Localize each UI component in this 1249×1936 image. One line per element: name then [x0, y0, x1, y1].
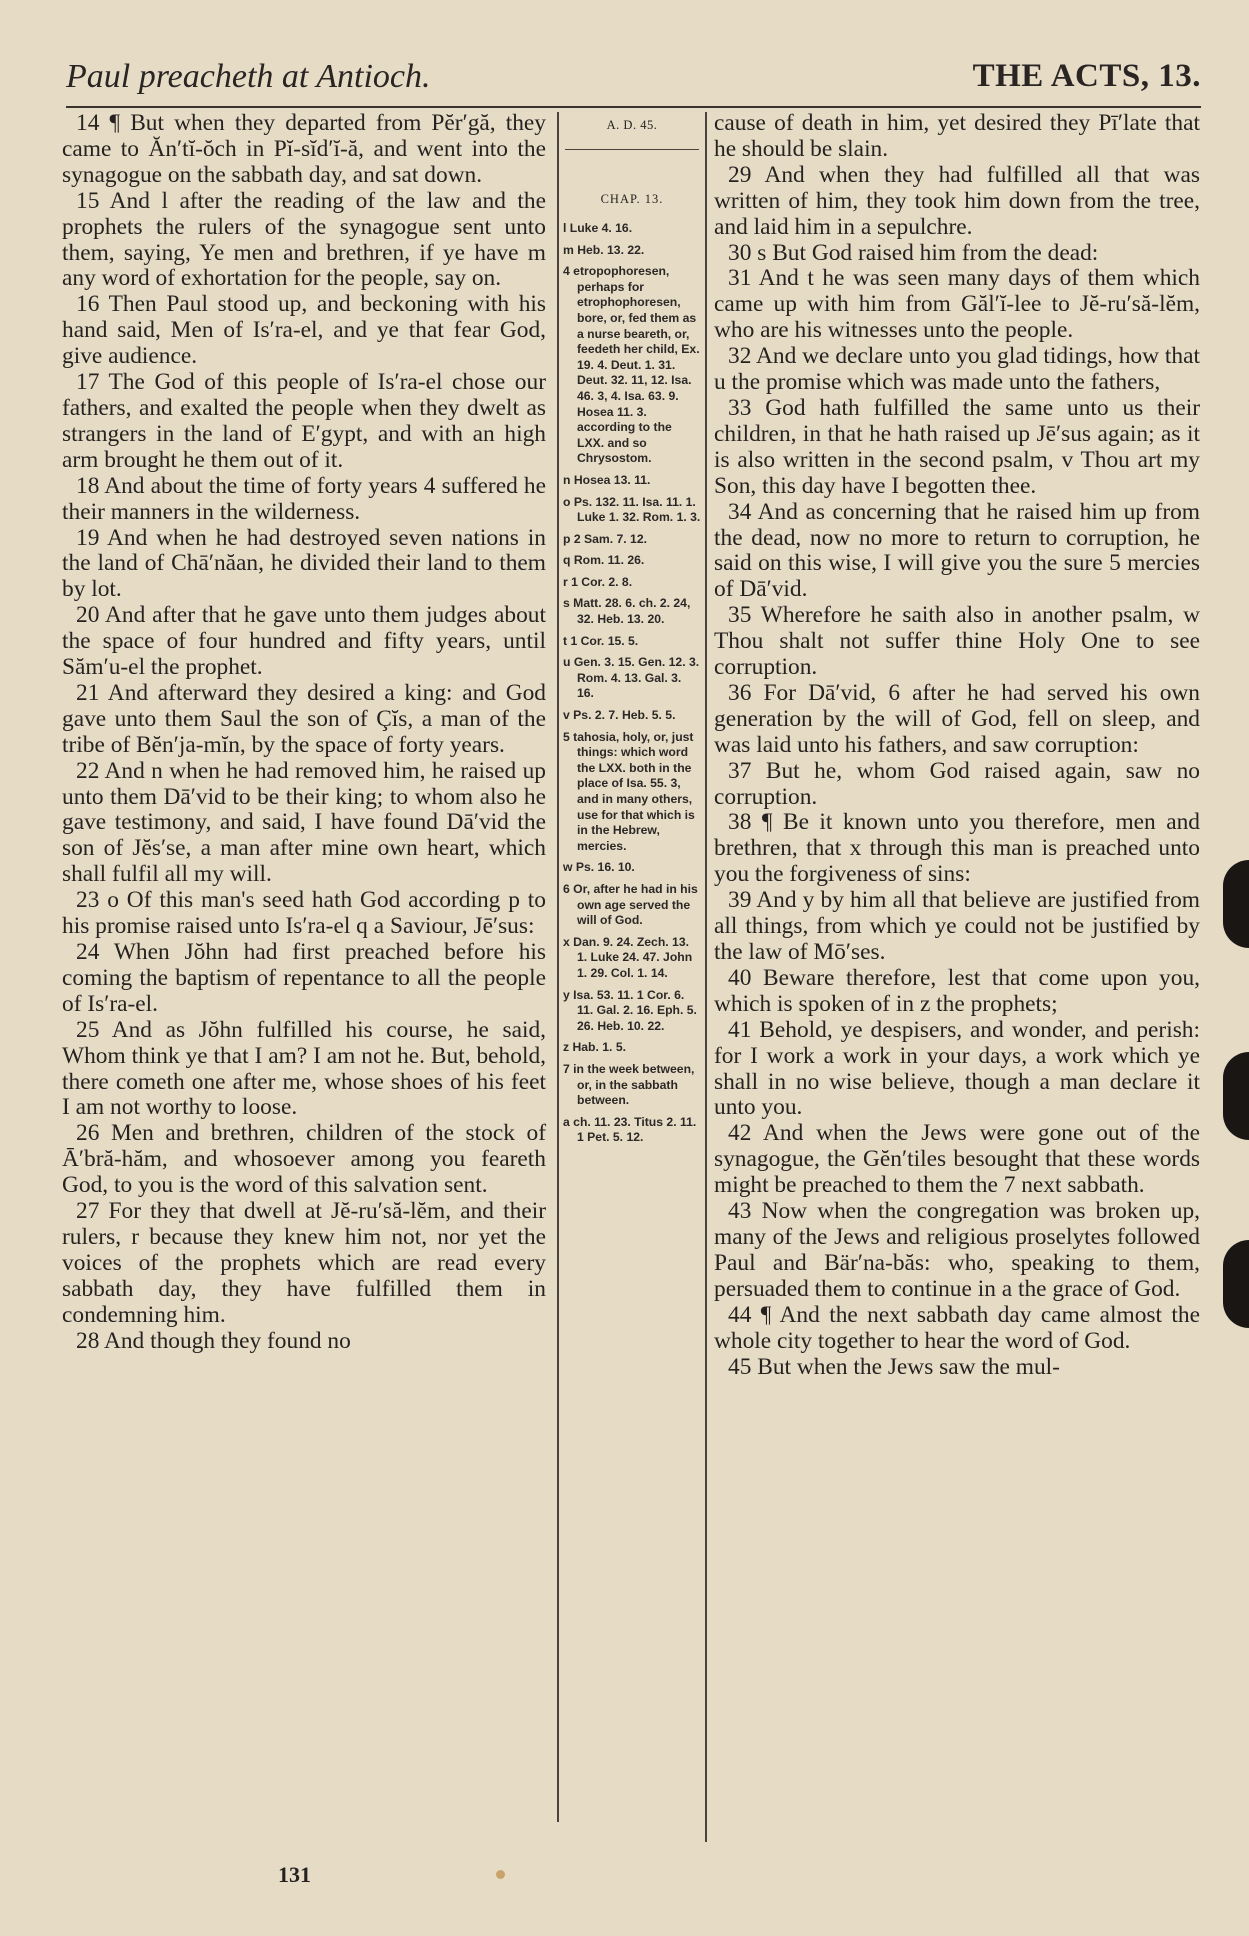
verse-30: 30 s But God raised him from the dead: [728, 239, 1099, 266]
cross-reference: v Ps. 2. 7. Heb. 5. 5. [563, 708, 676, 723]
cross-reference: x Dan. 9. 24. Zech. 13. 1. Luke 24. 47. John 1. 29. Col. 1. 14. [563, 934, 693, 980]
cross-reference: m Heb. 13. 22. [563, 242, 645, 257]
verse-26: 26 Men and brethren, children of the stock of Ā′bră-hăm, and whosoever among you feareth God, to you is the word of this salvation sent. [62, 1120, 546, 1199]
verse-37: 37 But he, whom God raised again, saw no corruption. [714, 757, 1200, 810]
cross-reference: l Luke 4. 16. [563, 221, 633, 235]
verse-14: 14 ¶ But when they departed from Pĕr′gă, they came to Ăn′tĭ-ŏch in Pĭ-sĭd′ĭ-ă, and went into the synagogue on the sabbath day, and sat down. [62, 110, 546, 188]
verse-28-end: cause of death in him, yet desired they Pī′late that he should be slain. [714, 110, 1200, 162]
year-rule [565, 149, 699, 150]
column-rule-left [557, 112, 559, 1822]
cross-reference: r 1 Cor. 2. 8. [563, 574, 633, 589]
ink-spot [496, 1870, 505, 1879]
verse-41: 41 Behold, ye despisers, and wonder, and perish: for I work a work in your days, a work which ye shall in no wise believe, though a man declare it unto you. [714, 1016, 1200, 1121]
verse-45-start: 45 But when the Jews saw the mul- [728, 1353, 1060, 1380]
running-head-title: Paul preacheth at Antioch. [66, 58, 431, 95]
verse-43: 43 Now when the congregation was broken up, many of the Jews and religious proselytes followed Paul and Bär′na-băs: who, speaking to them, persuaded them to continue in a the grace of God. [714, 1198, 1200, 1302]
verse-20: 20 And after that he gave unto them judges about the space of four hundred and fifty years, until Săm′u-el the prophet. [62, 602, 546, 681]
verse-40: 40 Beware therefore, lest that come upon you, which is spoken of in z the prophets; [714, 964, 1200, 1017]
verse-16: 16 Then Paul stood up, and beckoning with his hand said, Men of Is′ra-el, and ye that fear God, give audience. [62, 291, 546, 370]
cross-reference: w Ps. 16. 10. [563, 860, 635, 875]
cross-reference: s Matt. 28. 6. ch. 2. 24, 32. Heb. 13. 20. [563, 596, 691, 627]
running-head-book: THE ACTS, 13. [972, 58, 1201, 94]
cross-reference: n Hosea 13. 11. [563, 472, 651, 487]
cross-reference: q Rom. 11. 26. [563, 553, 645, 568]
thumb-index-tab [1223, 1052, 1249, 1140]
reference-column [563, 118, 701, 1152]
cross-reference: 7 in the week between, or, in the sabbath between. [563, 1061, 695, 1108]
cross-reference: y Isa. 53. 11. 1 Cor. 6. 11. Gal. 2. 16. Eph. 5. 26. Heb. 10. 22. [563, 987, 697, 1033]
column-rule-right [705, 112, 707, 1842]
right-column [714, 111, 1200, 1380]
left-column [62, 111, 546, 1355]
thumb-index-tab [1223, 1240, 1249, 1328]
verse-21: 21 And afterward they desired a king: and God gave unto them Saul the son of Çĭs, a man of the tribe of Bĕn′ja-mĭn, by the space of forty years. [62, 679, 546, 758]
verse-36: 36 For Dā′vid, 6 after he had served his own generation by the will of God, fell on sleep, and was laid unto his fathers, and saw corruption: [714, 679, 1200, 758]
verse-32: 32 And we declare unto you glad tidings, how that u the promise which was made unto the fathers, [714, 343, 1200, 396]
page-number: 131 [278, 1862, 311, 1887]
chapter-label: CHAP. 13. [600, 192, 664, 206]
cross-reference: 4 etropophoresen, perhaps for etrophophoresen, bore, or, fed them as a nurse beareth, or, feedeth her child, Ex. 19. 4. Deut. 1. 31. Deut. 32. 11, 12. Isa. 46. 3, 4. Isa. 63. 9. Hosea 11. 3. according to the LXX. and so Chrysostom. [563, 264, 700, 466]
verse-29: 29 And when they had fulfilled all that was written of him, they took him down from the tree, and laid him in a sepulchre. [714, 161, 1200, 240]
verse-38: 38 ¶ Be it known unto you therefore, men and brethren, that x through this man is preached unto you the forgiveness of sins: [714, 809, 1200, 888]
verse-18: 18 And about the time of forty years 4 suffered he their manners in the wilderness. [62, 472, 546, 525]
header-rule [66, 106, 1201, 108]
cross-reference: o Ps. 132. 11. Isa. 11. 1. Luke 1. 32. Rom. 1. 3. [563, 494, 701, 525]
verse-22: 22 And n when he had removed him, he raised up unto them Dā′vid to be their king; to whom also he gave testimony, and said, I have found Dā′vid the son of Jĕs′se, a man after mine own heart, which shall fulfil all my will. [62, 757, 546, 888]
cross-reference: u Gen. 3. 15. Gen. 12. 3. Rom. 4. 13. Gal. 3. 16. [563, 655, 700, 701]
cross-reference: 6 Or, after he had in his own age served the will of God. [563, 881, 698, 928]
verse-42: 42 And when the Jews were gone out of the synagogue, the Gĕn′tiles besought that these words might be preached to them the 7 next sabbath. [714, 1120, 1200, 1199]
cross-reference: 5 tahosia, holy, or, just things: which word the LXX. both in the place of Isa. 55. 3, and in many others, use for that which is in the Hebrew, mercies. [563, 729, 695, 853]
verse-39: 39 And y by him all that believe are justified from all things, from which ye could not be justified by the law of Mō′ses. [714, 887, 1200, 965]
verse-24: 24 When Jŏhn had first preached before his coming the baptism of repentance to all the people of Is′ra-el. [62, 939, 546, 1017]
verse-15: 15 And l after the reading of the law and the prophets the rulers of the synagogue sent unto them, saying, Ye men and brethren, if ye have m any word of exhortation for the people, say on. [62, 187, 546, 292]
verse-28-start: 28 And though they found no [76, 1327, 351, 1354]
verse-44: 44 ¶ And the next sabbath day came almost the whole city together to hear the word of God. [714, 1301, 1200, 1354]
year-label: A. D. 45. [606, 118, 658, 132]
thumb-index-tab [1223, 860, 1249, 948]
cross-reference: z Hab. 1. 5. [563, 1040, 626, 1055]
cross-reference: p 2 Sam. 7. 12. [563, 531, 648, 546]
verse-34: 34 And as concerning that he raised him up from the dead, now no more to return to corruption, he said on this wise, I will give you the sure 5 mercies of Dā′vid. [714, 498, 1200, 603]
verse-25: 25 And as Jŏhn fulfilled his course, he said, Whom think ye that I am? I am not he. But, behold, there cometh one after me, whose shoes of his feet I am not worthy to loose. [62, 1016, 546, 1121]
verse-17: 17 The God of this people of Is′ra-el chose our fathers, and exalted the people when they dwelt as strangers in the land of E′gypt, and with an high arm brought he them out of it. [62, 369, 546, 473]
verse-35: 35 Wherefore he saith also in another psalm, w Thou shalt not suffer thine Holy One to see corruption. [714, 602, 1200, 681]
verse-31: 31 And t he was seen many days of them which came up with him from Găl′ĭ-lee to Jĕ-ru′să-lĕm, who are his witnesses unto the people. [714, 265, 1200, 344]
verse-19: 19 And when he had destroyed seven nations in the land of Chā′năan, he divided their land to them by lot. [62, 524, 546, 603]
verse-27: 27 For they that dwell at Jĕ-ru′să-lĕm, and their rulers, r because they knew him not, nor yet the voices of the prophets which are read every sabbath day, they have fulfilled them in condemning him. [62, 1198, 546, 1328]
verse-33: 33 God hath fulfilled the same unto us their children, in that he hath raised up Jē′sus again; as it is also written in the second psalm, v Thou art my Son, this day have I begotten thee. [714, 394, 1200, 499]
verse-23: 23 o Of this man's seed hath God according p to his promise raised unto Is′ra-el q a Saviour, Jē′sus: [62, 887, 546, 940]
cross-reference: a ch. 11. 23. Titus 2. 11. 1 Pet. 5. 12. [563, 1114, 697, 1145]
cross-reference: t 1 Cor. 15. 5. [563, 633, 639, 648]
